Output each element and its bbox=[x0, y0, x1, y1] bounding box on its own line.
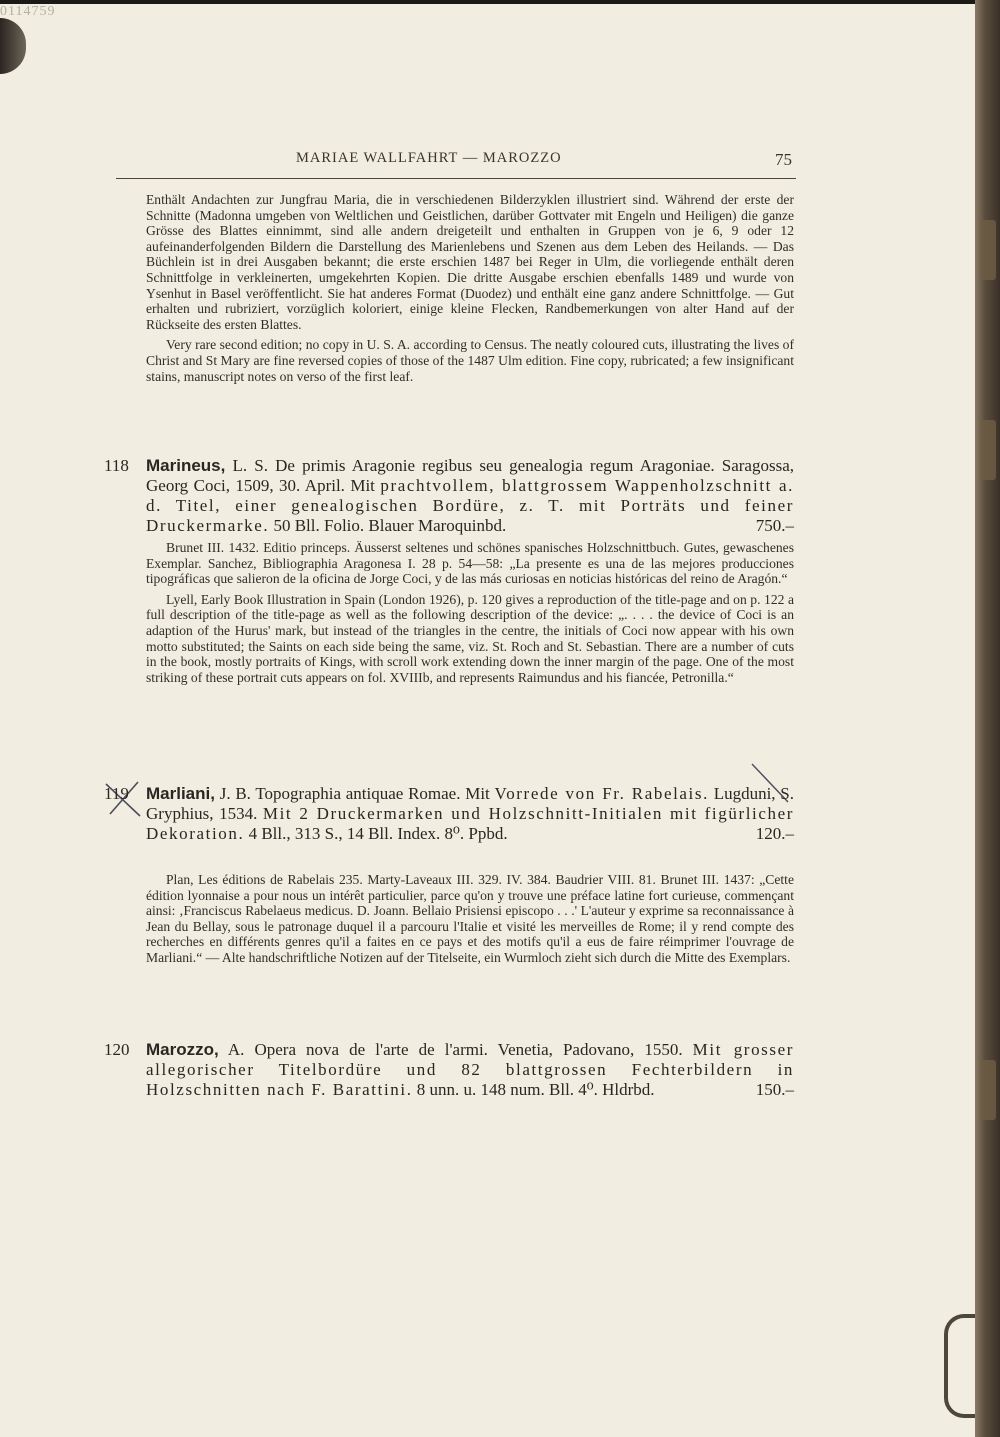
entry-author: Marliani, bbox=[146, 784, 215, 803]
entry-format: 4 Bll., 313 S., 14 Bll. Index. 8⁰. Ppbd. bbox=[244, 824, 508, 843]
spine-wear bbox=[980, 420, 996, 480]
note-paragraph: Brunet III. 1432. Editio princeps. Äusserst seltenes und schönes spanisches Holzschnittbuch. Gutes, gewaschenes Exemplar. Sanchez, Bibliographia Aragonesa I. 28 p. 54—58: „La presente es una de las mejores producciones tipográficas que salieron de la oficina de Jorge Coci, y de las más curiosas en noticias históricas del reino de Aragón.“ bbox=[146, 540, 794, 587]
entry-title: A. Opera nova de l'arte de l'armi. Venetia, Padovano, 1550. bbox=[218, 1040, 693, 1059]
entry-price: 150.– bbox=[755, 1080, 794, 1099]
catalogue-page bbox=[0, 4, 975, 1437]
entry-description: prachtvollem, blattgrossem Wappenholzschnitt a. d. Titel, einer genealogischen Bordüre, z. T. mit Porträts und feiner Druckermarke. bbox=[146, 476, 794, 535]
entry-description: Mit 2 Druckermarken und Holzschnitt-Initialen mit figürlicher Dekoration. bbox=[146, 804, 795, 843]
entry-price: 120.– bbox=[755, 824, 794, 843]
page-title: MARIAE WALLFAHRT — MAROZZO bbox=[296, 150, 562, 166]
running-header bbox=[116, 150, 796, 179]
archive-id: 0114759 bbox=[0, 4, 56, 19]
entry-description: Mit grosser allegorischer Titelbordüre und 82 blattgrossen Fechterbildern in Holzschnitten nach F. Barattini. bbox=[146, 1040, 795, 1099]
entry-119 bbox=[104, 784, 794, 844]
note-paragraph: Plan, Les éditions de Rabelais 235. Marty-Laveaux III. 329. IV. 384. Baudrier VIII. 81. Brunet III. 1437: „Cette édition lyonnaise a pour nous un intérêt particulier, parce qu'on y trouve une préface latine fort curieuse, commençant ainsi: ‚Franciscus Rabelaeus medicus. D. Joann. Bellaio Prisiensi episcopo . . .' L'auteur y exprime sa reconnaissance à Jean du Bellay, sous le patronage duquel il a parcouru l'Italie et visité les merveilles de Rome; il y rend compte des recherches en différents genres qu'il a faites en ce pays et des motifs qu'il a eus de faire réimprimer l'ouvrage de Marliani.“ — Alte handschriftliche Notizen auf der Titelseite, ein Wurmloch zieht sich durch die Mitte des Exemplars. bbox=[146, 872, 794, 965]
entry-format: 8 unn. u. 148 num. Bll. 4⁰. Hldrbd. bbox=[412, 1080, 655, 1099]
note-english: Very rare second edition; no copy in U. S. A. according to Census. The neatly coloured cuts, illustrating the lives of Christ and St Mary are fine reversed copies of those of the 1487 Ulm edition. Fine copy, rubricated; a few insignificant stains, manuscript notes on verso of the first leaf. bbox=[146, 337, 794, 384]
page-number: 75 bbox=[775, 150, 792, 169]
entry-author: Marozzo, bbox=[146, 1040, 219, 1059]
entry-format: 50 Bll. Folio. Blauer Maroquinbd. bbox=[269, 516, 507, 535]
spine-wear bbox=[980, 220, 996, 280]
entry-preface: Vorrede von Fr. Rabelais. bbox=[494, 784, 709, 803]
corner-tab bbox=[0, 18, 26, 74]
entry-117-notes bbox=[146, 192, 794, 389]
entry-imprint: Lugduni, S. Gryphius, 1534. bbox=[146, 784, 794, 823]
entry-number: 119 bbox=[104, 784, 129, 803]
spine-wear bbox=[980, 1060, 996, 1120]
note-german: Enthält Andachten zur Jungfrau Maria, die in verschiedenen Bilderzyklen illustriert sind. Während der erste der Schnitte (Madonna umgeben von Weltlichen und Geistlichen, darüber Gottvater mit Engeln und Heiligen) die ganze Grösse des Blattes einnimmt, sind alle andern dreigeteilt und enthalten in Gruppen von je 6, 9 oder 12 aufeinanderfolgenden Bildern die Darstellung des Marienlebens und Szenen aus dem Leben des Heilands. — Das Büchlein ist in drei Ausgaben bekannt; die erste erschien 1487 bei Reger in Ulm, die vorliegende enthält deren Schnittfolge in verkleinerten, umgekehrten Kopien. Die dritte Ausgabe erschien ebenfalls 1489 und wurde von Ysenhut in Basel veröffentlicht. Sie hat anderes Format (Duodez) und enthält eine ganz andere Schnittfolge. — Gut erhalten und rubriziert, vorzüglich koloriert, einige kleine Flecken, Randbemerkungen von alter Hand auf der Rückseite des ersten Blattes. bbox=[146, 192, 794, 332]
entry-price: 750.– bbox=[755, 516, 794, 535]
book-spine bbox=[975, 0, 1000, 1437]
entry-number: 118 bbox=[104, 456, 129, 475]
entry-119-notes bbox=[146, 872, 794, 971]
entry-120 bbox=[104, 1040, 794, 1100]
entry-title: L. S. De primis Aragonie regibus seu genealogia regum Aragoniae. Saragossa, Georg Coci, 1509, 30. April. Mit bbox=[146, 456, 794, 495]
entry-118-notes bbox=[146, 540, 794, 690]
entry-118 bbox=[104, 456, 794, 536]
entry-number: 120 bbox=[104, 1040, 130, 1059]
entry-author: Marineus, bbox=[146, 456, 226, 475]
note-paragraph: Lyell, Early Book Illustration in Spain (London 1926), p. 120 gives a reproduction of the title-page and on p. 122 a full description of the title-page as well as the following description of the device: „. . . . the device of Coci is an adaption of the Hurus' mark, but instead of the triangles in the centre, the initials of Coci now appear with his own motto substituted; the Saints on each side being the same, viz. St. Roch and St. Sebastian. There are a number of cuts in the book, mostly portraits of Kings, with scroll work extending down the inner margin of the page. One of the most striking of these portrait cuts appears on fol. XVIIIb, and represents Raimundus and his fiancée, Petronilla.“ bbox=[146, 591, 794, 685]
entry-title: J. B. Topographia antiquae Romae. Mit bbox=[214, 784, 495, 803]
